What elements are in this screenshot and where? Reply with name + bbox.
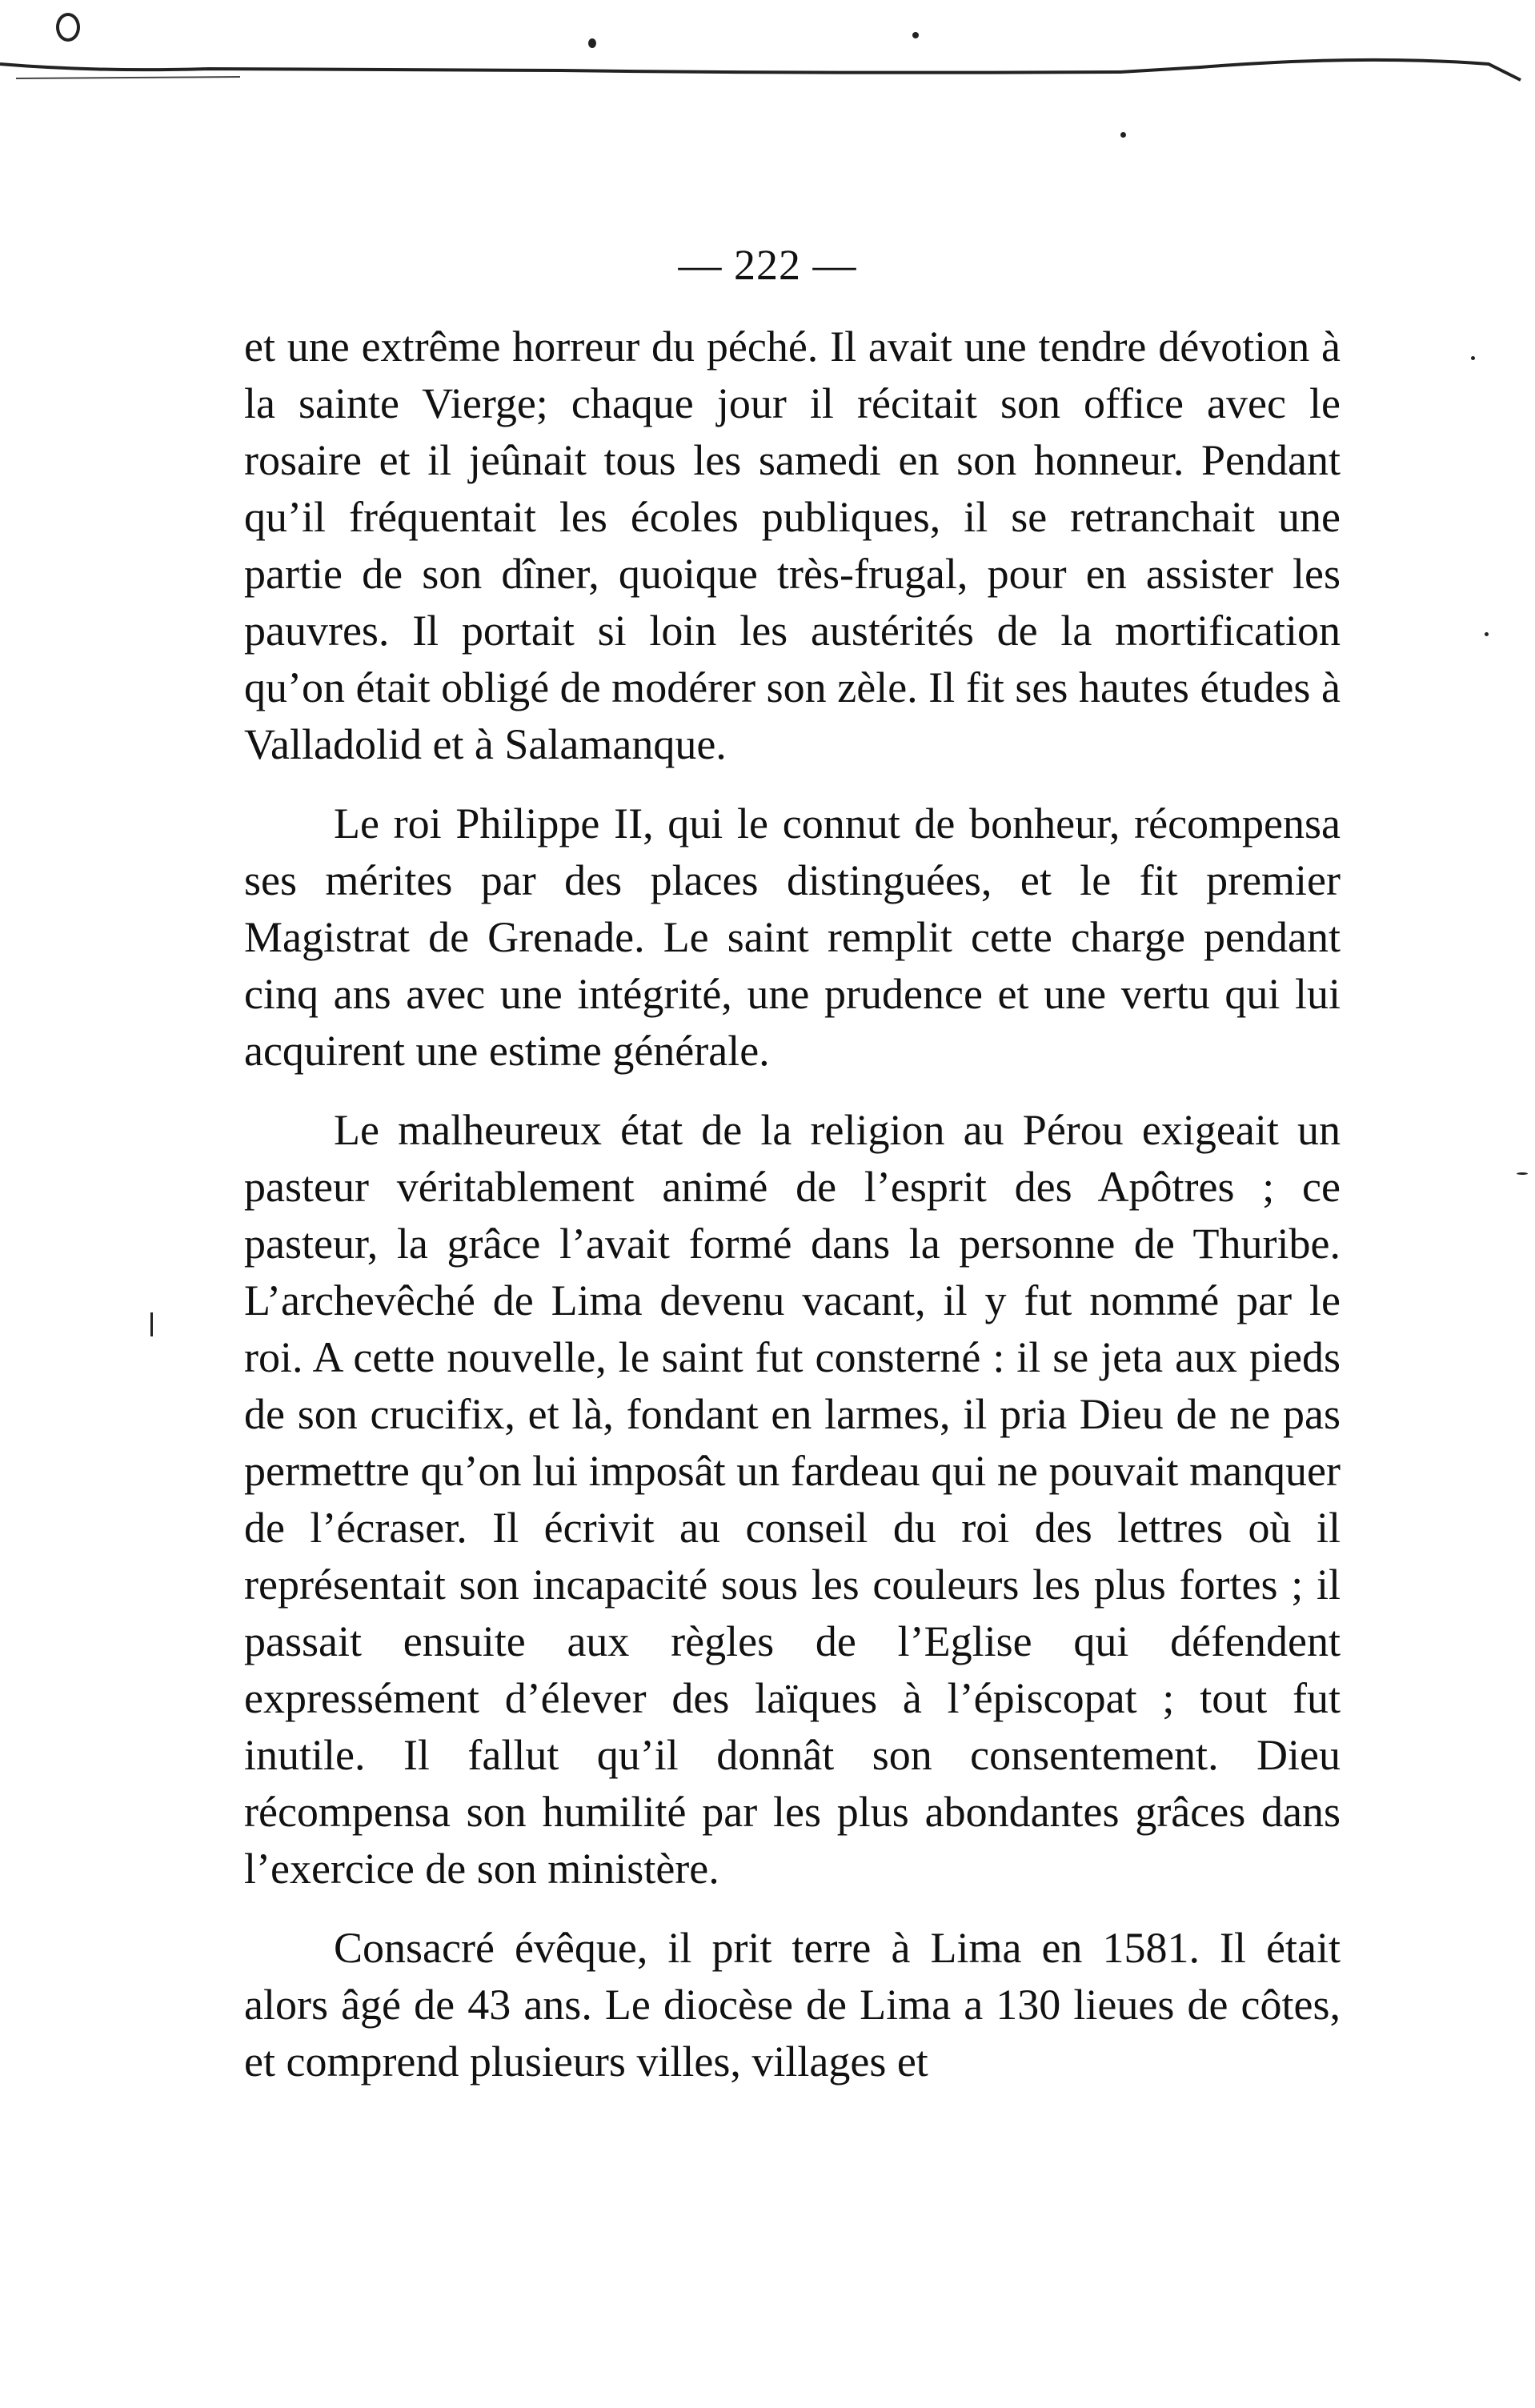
- page-number: — 222 —: [678, 241, 857, 289]
- scan-speck: [1517, 1172, 1528, 1175]
- paragraph: Le malheureux état de la religion au Pérou exigeait un pasteur véritablement animé de l’esprit des Apôtres ; ce pasteur, la grâce l’avait formé dans la personne de Thuribe. L’archevêché de Lima devenu vacant, il y fut nommé par le roi. A cette nouvelle, le saint fut consterné : il se jeta aux pieds de son crucifix, et là, fondant en larmes, il pria Dieu de ne pas permettre qu’on lui imposât un fardeau qui ne pouvait manquer de l’écraser. Il écrivit au conseil du roi des lettres où il représentait son incapacité sous les couleurs les plus fortes ; il passait ensuite aux règles de l’Eglise qui défendent expressément d’élever des laïques à l’épiscopat ; tout fut inutile. Il fallut qu’il donnât son consentement. Dieu récompensa son humilité par les plus abondantes grâces dans l’exercice de son ministère.: [244, 1106, 1341, 1893]
- top-border-rule: [0, 56, 1535, 88]
- paragraph: Le roi Philippe II, qui le connut de bonheur, récompensa ses mérites par des places distinguées, et le fit premier Magistrat de Grenade. Le saint remplit cette charge pendant cinq ans avec une intégrité, une prudence et une vertu qui lui acquirent une estime générale.: [244, 799, 1341, 1075]
- scan-speck: [588, 38, 596, 48]
- scan-speck: [912, 32, 919, 38]
- scan-speck: [1485, 632, 1489, 636]
- paragraph: Consacré évêque, il prit terre à Lima en 1581. Il était alors âgé de 43 ans. Le diocèse de Lima a 130 lieues de côtes, et comprend plusieurs villes, villages et: [244, 1924, 1341, 2085]
- scan-speck: [150, 1312, 153, 1336]
- scan-speck: [1120, 132, 1126, 138]
- paragraph: et une extrême horreur du péché. Il avait une tendre dévotion à la sainte Vierge; chaque jour il récitait son office avec le rosaire et il jeûnait tous les samedi en son honneur. Pendant qu’il fréquentait les écoles publiques, il se retranchait une partie de son dîner, quoique très-frugal, pour en assister les pauvres. Il portait si loin les austérités de la mortification qu’on était obligé de modérer son zèle. Il fit ses hautes études à Valladolid et à Salamanque.: [244, 323, 1341, 768]
- scan-speck: [56, 13, 80, 42]
- scan-speck: [1471, 356, 1475, 360]
- body-text: [244, 319, 1341, 2113]
